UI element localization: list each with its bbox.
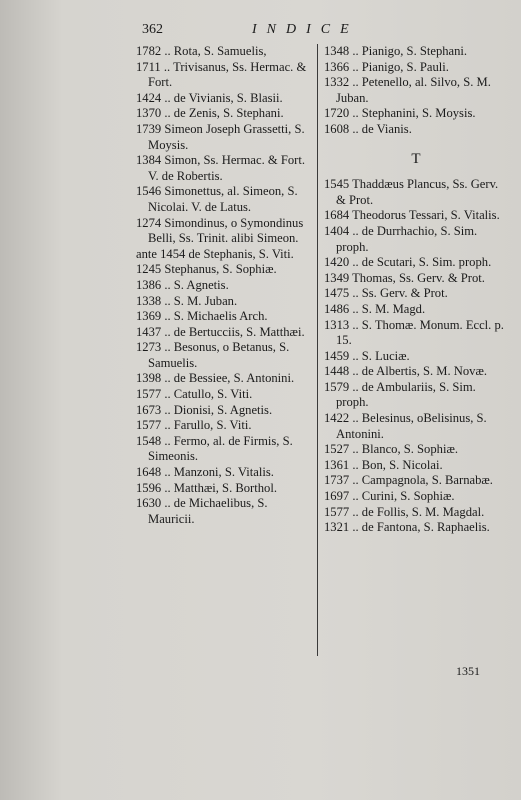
index-entry: 1313 .. S. Thomæ. Monum. Eccl. p. 15. (324, 317, 504, 348)
index-entry: 1475 .. Ss. Gerv. & Prot. (324, 286, 448, 301)
index-entry: 1349 Thomas, Ss. Gerv. & Prot. (324, 270, 485, 285)
index-entry: 1437 .. de Bertucciis, S. Matthæi. (136, 324, 305, 339)
index-entry: 1697 .. Curini, S. Sophiæ. (324, 489, 455, 504)
index-entry: 1366 .. Pianigo, S. Pauli. (324, 59, 449, 74)
index-entry: 1361 .. Bon, S. Nicolai. (324, 457, 443, 472)
index-entry: 1338 .. S. M. Juban. (136, 293, 238, 308)
index-entry: 1648 .. Manzoni, S. Vitalis. (136, 465, 274, 480)
index-entry: 1545 Thaddæus Plancus, Ss. Gerv. & Prot. (324, 177, 499, 207)
index-entry: 1404 .. de Durrhachio, S. Sim. proph. (324, 223, 478, 254)
index-entry: 1321 .. de Fantona, S. Raphaelis. (324, 520, 490, 535)
index-entry: 1486 .. S. M. Magd. (324, 301, 426, 316)
index-entry: 1737 .. Campagnola, S. Barnabæ. (324, 473, 493, 488)
index-entry: 1274 Simondinus, o Symondinus Belli, Ss. Trinit. alibi Simeon. (136, 215, 304, 246)
index-entry: 1459 .. S. Luciæ. (324, 348, 410, 363)
index-entry: 1711 .. Trivisanus, Ss. Hermac. & Fort. (136, 59, 307, 90)
section-letter: T (411, 150, 421, 167)
index-entry: 1684 Theodorus Tessari, S. Vitalis. (324, 208, 500, 223)
index-entry: 1720 .. Stephanini, S. Moysis. (324, 106, 476, 121)
right-column (324, 44, 508, 536)
index-entry: 1424 .. de Vivianis, S. Blasii. (136, 90, 283, 105)
catchword: 1351 (456, 664, 480, 678)
left-column (136, 44, 314, 527)
page-number: 362 (142, 22, 163, 37)
running-head: INDICE (252, 22, 359, 37)
index-entry: 1548 .. Fermo, al. de Firmis, S. Simeonis. (136, 433, 293, 464)
index-entry: 1273 .. Besonus, o Betanus, S. Samuelis. (136, 340, 290, 370)
index-entry: 1369 .. S. Michaelis Arch. (136, 309, 268, 324)
index-entry: 1608 .. de Vianis. (324, 121, 412, 136)
page-header (142, 22, 502, 42)
column-divider (317, 44, 318, 656)
index-entry: 1422 .. Belesinus, oBelisinus, S. Antonini. (324, 411, 487, 441)
index-entry: 1577 .. Farullo, S. Viti. (136, 418, 252, 433)
index-entry: 1782 .. Rota, S. Samuelis, (136, 44, 267, 58)
index-entry: 1577 .. Catullo, S. Viti. (136, 387, 253, 402)
index-entry: 1596 .. Matthæi, S. Borthol. (136, 480, 277, 495)
index-entry: 1398 .. de Bessiee, S. Antonini. (136, 371, 295, 386)
index-entry: 1673 .. Dionisi, S. Agnetis. (136, 402, 273, 417)
index-entry: 1630 .. de Michaelibus, S. Mauricii. (136, 496, 268, 526)
index-entry: 1527 .. Blanco, S. Sophiæ. (324, 442, 458, 457)
index-entry: 1546 Simonettus, al. Simeon, S. Nicolai. V. de Latus. (136, 184, 298, 214)
index-entry: 1739 Simeon Joseph Grassetti, S. Moysis. (136, 121, 305, 152)
index-entry: 1370 .. de Zenis, S. Stephani. (136, 106, 284, 121)
index-entry: ante 1454 de Stephanis, S. Viti. (136, 246, 294, 261)
index-entry: 1420 .. de Scutari, S. Sim. proph. (324, 255, 492, 270)
index-entry: 1579 .. de Ambulariis, S. Sim. proph. (324, 379, 476, 410)
index-entry: 1332 .. Petenello, al. Silvo, S. M. Juban. (324, 75, 491, 105)
index-entry: 1348 .. Pianigo, S. Stephani. (324, 44, 468, 58)
index-entry: 1384 Simon, Ss. Hermac. & Fort. V. de Robertis. (136, 153, 305, 183)
index-entry: 1448 .. de Albertis, S. M. Novæ. (324, 364, 488, 379)
index-entry: 1577 .. de Follis, S. M. Magdal. (324, 504, 485, 519)
index-entry: 1386 .. S. Agnetis. (136, 277, 229, 292)
index-entry: 1245 Stephanus, S. Sophiæ. (136, 262, 277, 277)
